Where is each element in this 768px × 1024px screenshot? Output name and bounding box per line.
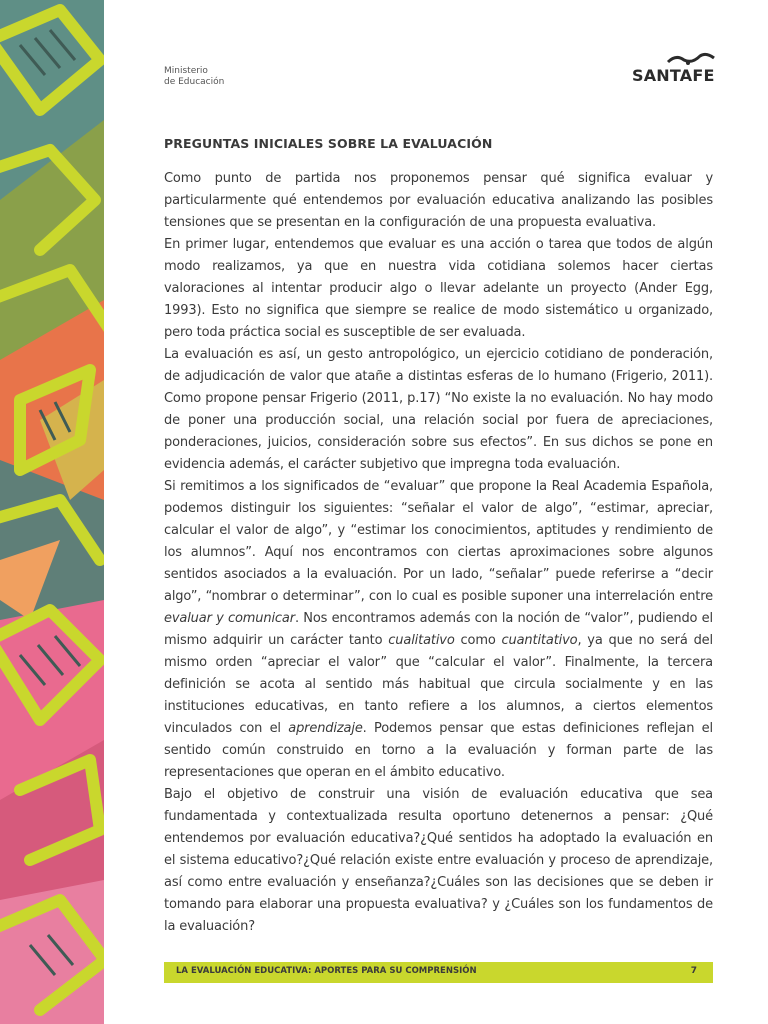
paragraph-4-part-3: como xyxy=(454,633,502,648)
ministry-line-1: Ministerio xyxy=(164,66,208,76)
footer-bar xyxy=(164,962,713,983)
paragraph-4 xyxy=(164,476,713,784)
ministry-line-2: de Educación xyxy=(164,77,225,87)
paragraph-4-part-4: , ya que no será del mismo orden “apreciar el valor” que “calcular el valor”. Finalmente, la tercera definición se acota al sentido más habitual que circula socialmente y en las instituciones educativas, en tanto refiere a los alumnos, a ciertos elementos vinculados con el xyxy=(164,633,713,736)
paragraph-4-emphasis-4: aprendizaje xyxy=(288,721,363,736)
santafe-logo-text: SANTAFE xyxy=(632,66,715,85)
ministry-label xyxy=(164,66,224,88)
page-number: 7 xyxy=(690,966,697,976)
body-text xyxy=(164,168,713,938)
paragraph-4-emphasis-2: cualitativo xyxy=(388,633,455,648)
paragraph-4-emphasis-1: evaluar y comunicar xyxy=(164,611,295,626)
paragraph-3: La evaluación es así, un gesto antropológico, un ejercicio cotidiano de ponderación, de adjudicación de valor que atañe a distintas esferas de lo humano (Frigerio, 2011). Como propone pensar Frigerio (2011, p.17) “No existe la no evaluación. No hay modo de poner una producción social, una relación social por fuera de apreciaciones, ponderaciones, juicios, consideración sobre sus efectos”. En sus dichos se pone en evidencia además, el carácter subjetivo que impregna toda evaluación. xyxy=(164,347,713,472)
section-title: PREGUNTAS INICIALES SOBRE LA EVALUACIÓN xyxy=(164,136,493,151)
paragraph-4-part-1: Si remitimos a los significados de “evaluar” que propone la Real Academia Española, podemos distinguir los siguientes: “señalar el valor de algo”, “estimar, apreciar, calcular el valor de algo”, y “estimar los conocimientos, aptitudes y rendimiento de los alumnos”. Aquí nos encontramos con ciertas aproximaciones sobre algunos sentidos asociados a la evaluación. Por un lado, “señalar” puede referirse a “decir algo”, “nombrar o determinar”, con lo cual es posible suponer una interrelación entre xyxy=(164,479,713,604)
paragraph-1: Como punto de partida nos proponemos pensar qué significa evaluar y particularmente qué entendemos por evaluación educativa analizando las posibles tensiones que se presentan en la configuración de una propuesta evaluativa. xyxy=(164,171,713,230)
paragraph-4-emphasis-3: cuantitativo xyxy=(501,633,578,648)
paragraph-5: Bajo el objetivo de construir una visión de evaluación educativa que sea fundamentada y contextualizada resulta oportuno detenernos a pensar: ¿Qué entendemos por evaluación educativa?¿Qué sentidos ha adoptado la evaluación en el sistema educativo?¿Qué relación existe entre evaluación y proceso de aprendizaje, así como entre evaluación y enseñanza?¿Cuáles son las decisiones que se deben ir tomando para elaborar una propuesta evaluativa? y ¿Cuáles son los fundamentos de la evaluación? xyxy=(164,787,713,934)
santafe-logo xyxy=(632,52,716,88)
paragraph-2: En primer lugar, entendemos que evaluar es una acción o tarea que todos de algún modo realizamos, ya que en nuestra vida cotidiana solemos hacer ciertas valoraciones al intentar producir algo o llevar adelante un proyecto (Ander Egg, 1993). Esto no significa que siempre se realice de modo sistemático u organizado, pero toda práctica social es susceptible de ser evaluada. xyxy=(164,237,713,340)
paragraph-4-part-2: . Nos encontramos además con la noción de “valor”, pudiendo el mismo adquirir un carácter tanto xyxy=(164,611,713,648)
paragraph-4-part-5: . Podemos pensar que estas definiciones reflejan el sentido común construido en torno a la evaluación y forman parte de las representaciones que operan en el ámbito educativo. xyxy=(164,721,713,780)
decorative-side-pattern xyxy=(0,0,104,1024)
footer-title: LA EVALUACIÓN EDUCATIVA: APORTES PARA SU COMPRENSIÓN xyxy=(176,966,477,976)
